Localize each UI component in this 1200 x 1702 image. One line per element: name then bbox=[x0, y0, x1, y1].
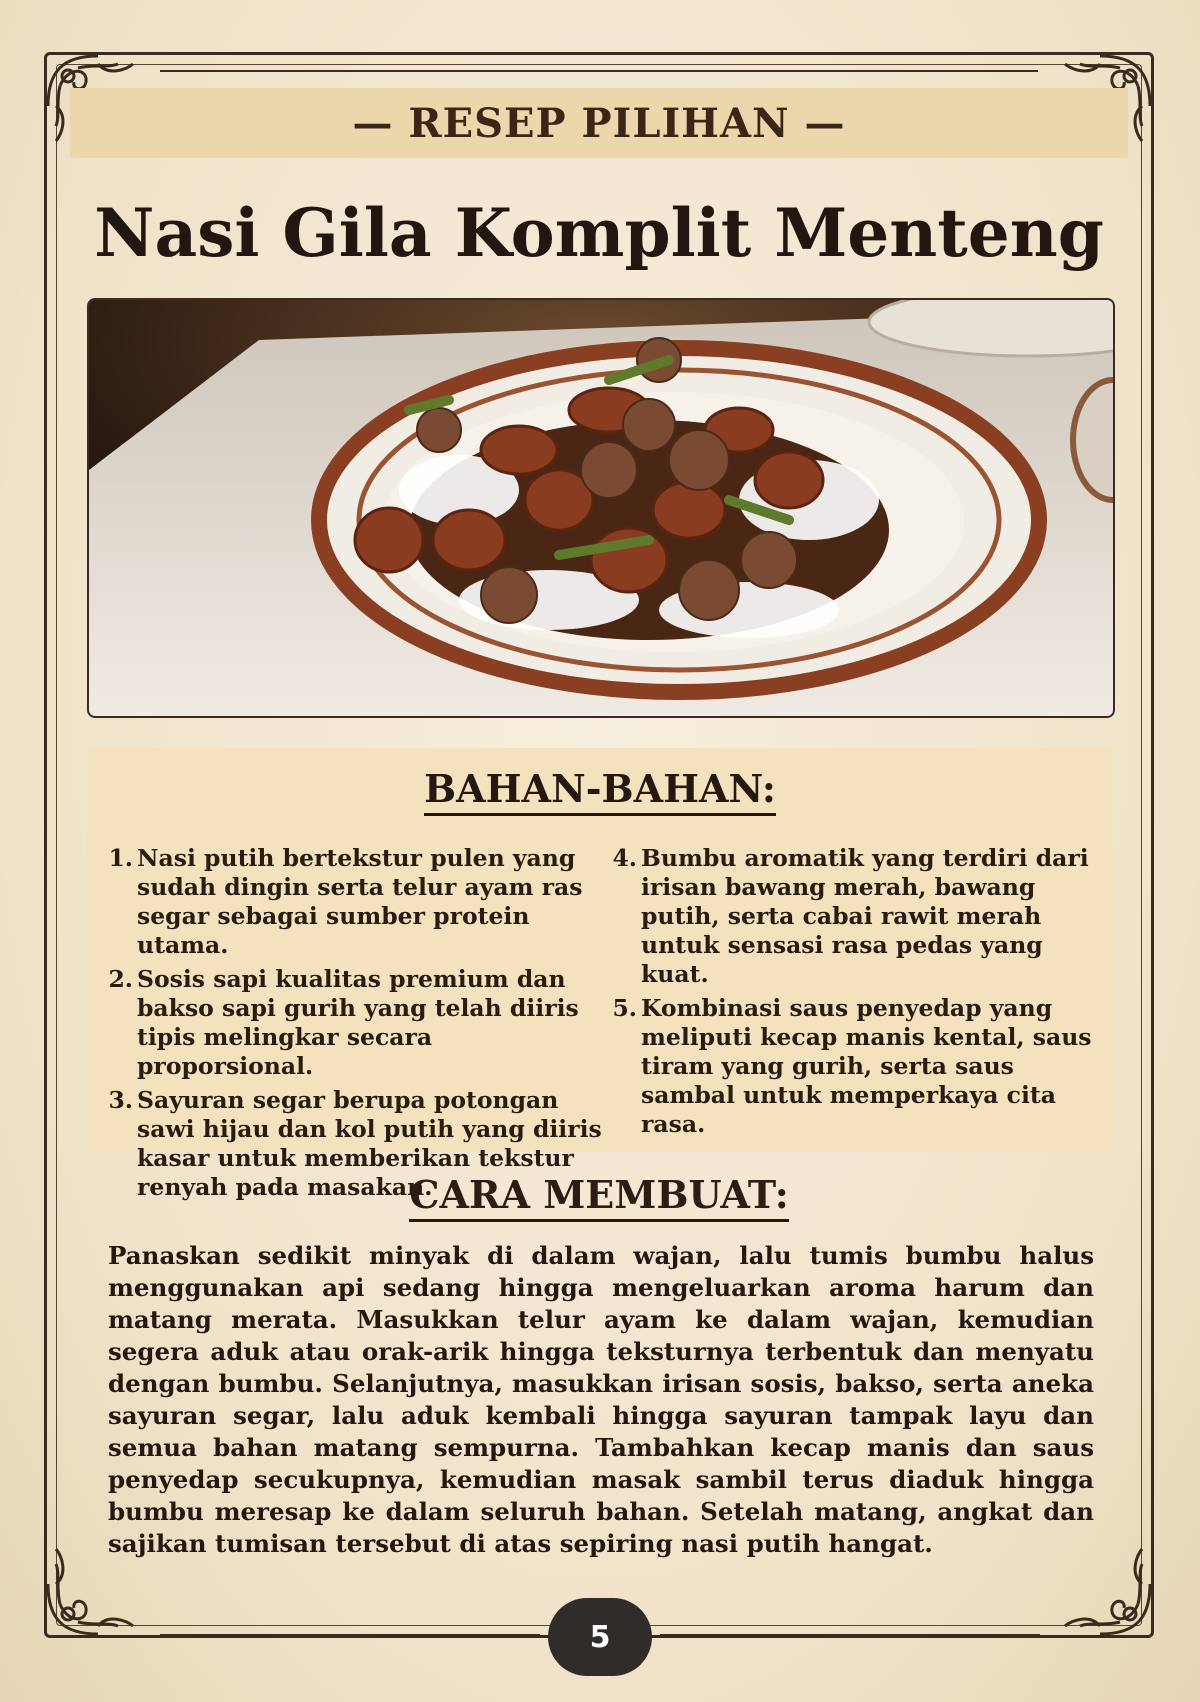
recipe-page bbox=[40, 48, 1158, 1655]
ingredients-heading: BAHAN-BAHAN: bbox=[87, 766, 1113, 811]
list-item: 4. Bumbu aromatik yang terdiri dari irisan bawang merah, bawang putih, serta cabai rawit merah untuk sensasi rasa pedas yang kuat. bbox=[612, 844, 1089, 988]
dish-photo bbox=[87, 298, 1115, 718]
list-item: 1. Nasi putih bertekstur pulen yang sudah dingin serta telur ayam ras segar sebagai sumber protein utama. bbox=[108, 844, 583, 959]
ingredients-column-left bbox=[105, 844, 605, 1207]
method-heading: CARA MEMBUAT: bbox=[40, 1172, 1158, 1217]
recipe-title: Nasi Gila Komplit Menteng bbox=[94, 194, 1104, 272]
list-item: 3. Sayuran segar berupa potongan sawi hijau dan kol putih yang diiris kasar untuk memberikan tekstur renyah pada masakan. bbox=[108, 1086, 602, 1201]
method-paragraph: Panaskan sedikit minyak di dalam wajan, lalu tumis bumbu halus menggunakan api sedang hingga mengeluarkan aroma harum dan matang merata. Masukkan telur ayam ke dalam wajan, kemudian segera aduk atau orak-arik hingga teksturnya terbentuk dan menyatu dengan bumbu. Selanjutnya, masukkan irisan sosis, bakso, serta aneka sayuran segar, lalu aduk kembali hingga sayuran tampak layu dan semua bahan matang sempurna. Tambahkan kecap manis dan saus penyedap secukupnya, kemudian masak sambil terus diaduk hingga bumbu meresap ke dalam seluruh bahan. Setelah matang, angkat dan sajikan tumisan tersebut di atas sepiring nasi putih hangat. bbox=[108, 1241, 1094, 1558]
top-rule bbox=[160, 70, 1038, 72]
category-label: — RESEP PILIHAN — bbox=[352, 99, 846, 147]
category-ribbon bbox=[70, 88, 1128, 158]
list-item: 2. Sosis sapi kualitas premium dan bakso sapi gurih yang telah diiris tipis melingkar secara proporsional. bbox=[108, 965, 579, 1080]
page-number: 5 bbox=[589, 1619, 611, 1655]
list-item: 5. Kombinasi saus penyedap yang meliputi kecap manis kental, saus tiram yang gurih, serta saus sambal untuk memperkaya cita rasa. bbox=[612, 994, 1092, 1138]
dish-photo-icon bbox=[89, 300, 1113, 716]
bottom-rule-right bbox=[660, 1634, 1040, 1637]
page-number-badge bbox=[548, 1598, 652, 1676]
ingredients-column-right bbox=[609, 844, 1104, 1144]
bottom-rule-left bbox=[160, 1634, 540, 1637]
